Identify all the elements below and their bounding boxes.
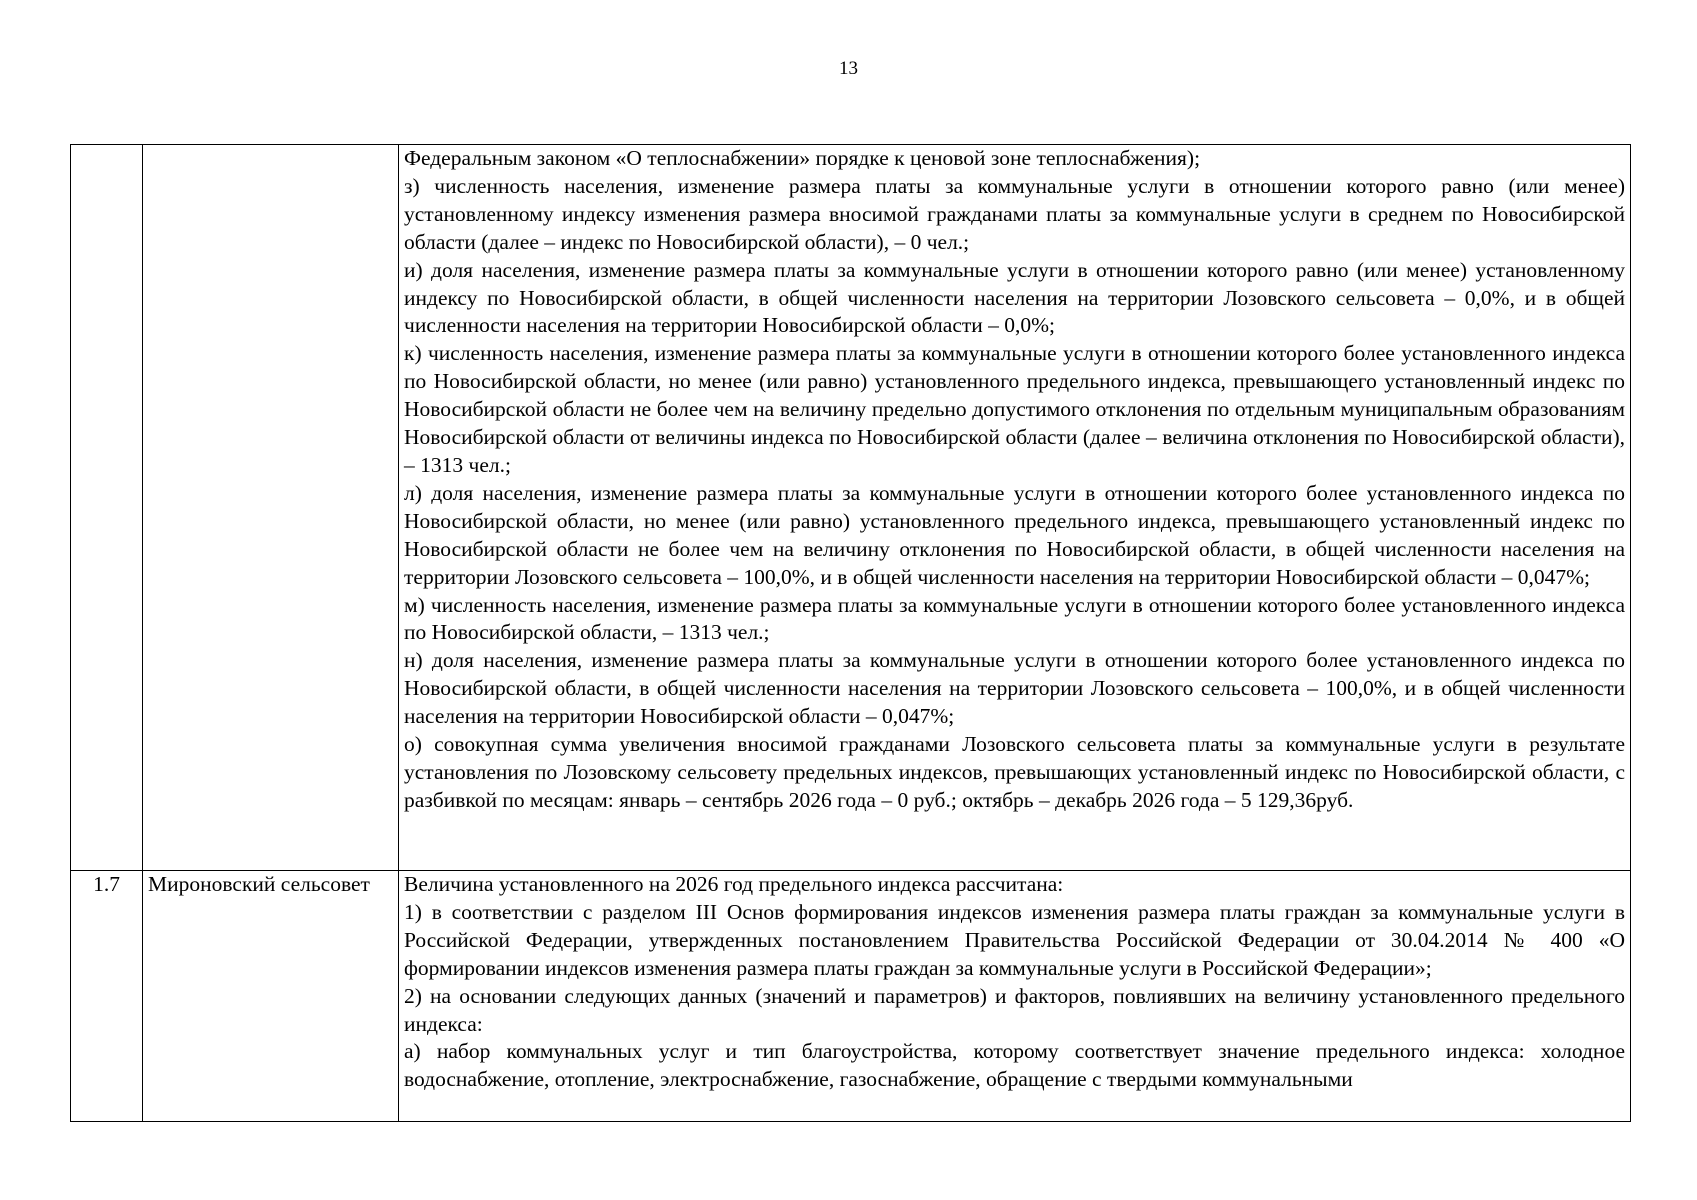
municipality-name-cell: Мироновский сельсовет	[143, 871, 399, 1122]
paragraph: к) численность населения, изменение размера платы за коммунальные услуги в отношении которого более установленного индекса по Новосибирской области, но менее (или равно) установленного предельного индекса, превышающего установленный индекс по Новосибирской области не более чем на величину предельно допустимого отклонения по отдельным муниципальным образованиям Новосибирской области от величины индекса по Новосибирской области (далее – величина отклонения по Новосибирской области), – 1313 чел.;	[404, 341, 1625, 477]
paragraph: л) доля населения, изменение размера платы за коммунальные услуги в отношении которого более установленного индекса по Новосибирской области, но менее (или равно) установленного предельного индекса, превышающего установленный индекс по Новосибирской области не более чем на величину отклонения по Новосибирской области, в общей численности населения на территории Лозовского сельсовета – 100,0%, и в общей численности населения на территории Новосибирской области – 0,047%;	[404, 480, 1625, 589]
table-row	[71, 145, 1631, 871]
municipality-name-cell	[143, 145, 399, 871]
paragraph: Величина установленного на 2026 год предельного индекса рассчитана:	[404, 872, 1064, 896]
row-number-cell	[71, 145, 143, 871]
paragraph: н) доля населения, изменение размера платы за коммунальные услуги в отношении которого более установленного индекса по Новосибирской области, в общей численности населения на территории Лозовского сельсовета – 100,0%, и в общей численности населения на территории Новосибирской области – 0,047%;	[404, 648, 1625, 729]
document-table	[70, 144, 1631, 1122]
paragraph: 1) в соответствии с разделом III Основ формирования индексов изменения размера платы граждан за коммунальные услуги в Российской Федерации, утвержденных постановлением Правительства Российской Федерации от 30.04.2014 № 400 «О формировании индексов изменения размера платы граждан за коммунальные услуги в Российской Федерации»;	[404, 899, 1625, 980]
paragraph: з) численность населения, изменение размера платы за коммунальные услуги в отношении которого равно (или менее) установленному индексу изменения размера вносимой гражданами платы за коммунальные услуги в среднем по Новосибирской области (далее – индекс по Новосибирской области), – 0 чел.;	[404, 173, 1625, 254]
row-number-cell: 1.7	[71, 871, 143, 1122]
description-cell	[399, 145, 1631, 871]
paragraph: м) численность населения, изменение размера платы за коммунальные услуги в отношении которого более установленного индекса по Новосибирской области, – 1313 чел.;	[404, 592, 1625, 645]
paragraph: а) набор коммунальных услуг и тип благоустройства, которому соответствует значение предельного индекса: холодное водоснабжение, отопление, электроснабжение, газоснабжение, обращение с твердыми коммунальными	[404, 1039, 1625, 1092]
paragraph: Федеральным законом «О теплоснабжении» порядке к ценовой зоне теплоснабжения);	[404, 146, 1201, 170]
description-cell	[399, 871, 1631, 1122]
paragraph: 2) на основании следующих данных (значений и параметров) и факторов, повлиявших на величину установленного предельного индекса:	[404, 983, 1625, 1036]
paragraph: и) доля населения, изменение размера платы за коммунальные услуги в отношении которого равно (или менее) установленному индексу по Новосибирской области, в общей численности населения на территории Лозовского сельсовета – 0,0%, и в общей численности населения на территории Новосибирской области – 0,0%;	[404, 257, 1625, 338]
page-number: 13	[839, 58, 858, 79]
table-row	[71, 871, 1631, 1122]
paragraph: о) совокупная сумма увеличения вносимой гражданами Лозовского сельсовета платы за коммунальные услуги в результате установления по Лозовскому сельсовету предельных индексов, превышающих установленный индекс по Новосибирской области, с разбивкой по месяцам: январь – сентябрь 2026 года – 0 руб.; октябрь – декабрь 2026 года – 5 129,36руб.	[404, 732, 1625, 812]
